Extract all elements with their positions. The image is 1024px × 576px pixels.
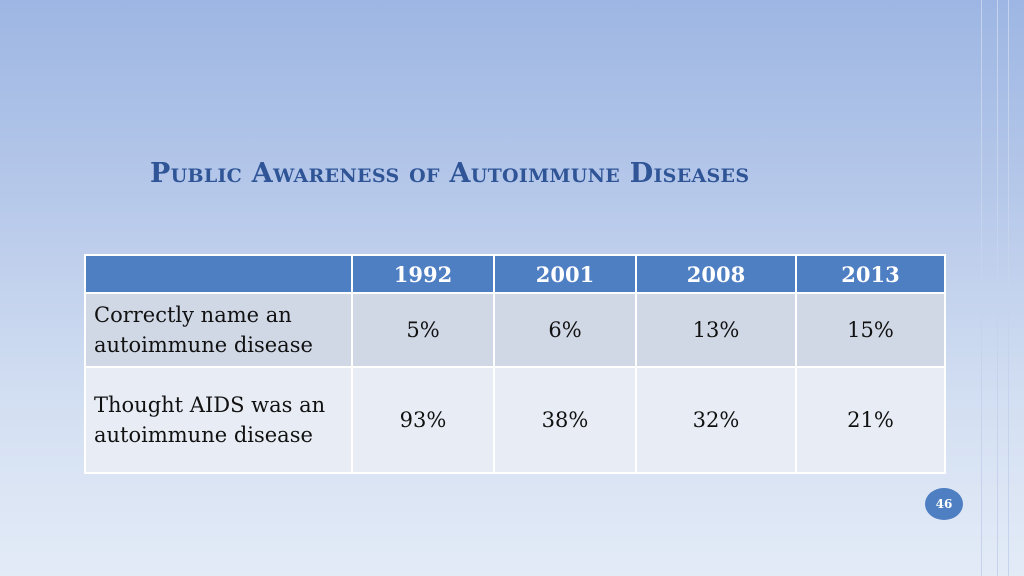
right-border-line <box>981 0 982 576</box>
right-border-line <box>997 0 998 576</box>
awareness-table <box>84 254 946 474</box>
table-row <box>85 367 945 473</box>
table-cell: 13% <box>636 293 796 367</box>
table-cell: 15% <box>796 293 945 367</box>
right-border-line <box>1008 0 1009 576</box>
table-cell: 21% <box>796 367 945 473</box>
row-label: Correctly name an autoimmune disease <box>85 293 352 367</box>
table-cell: 32% <box>636 367 796 473</box>
slide-title: Public Awareness of Autoimmune Diseases <box>150 158 750 189</box>
table-cell: 5% <box>352 293 494 367</box>
table-header-cell <box>85 255 352 293</box>
table-cell: 38% <box>494 367 636 473</box>
table-header-cell: 1992 <box>352 255 494 293</box>
table-header-cell: 2008 <box>636 255 796 293</box>
table-cell: 93% <box>352 367 494 473</box>
table-header-cell: 2001 <box>494 255 636 293</box>
page-number-badge: 46 <box>925 488 963 520</box>
table-header-cell: 2013 <box>796 255 945 293</box>
table-header-row <box>85 255 945 293</box>
table-cell: 6% <box>494 293 636 367</box>
row-label: Thought AIDS was an autoimmune disease <box>85 367 352 473</box>
table-row <box>85 293 945 367</box>
